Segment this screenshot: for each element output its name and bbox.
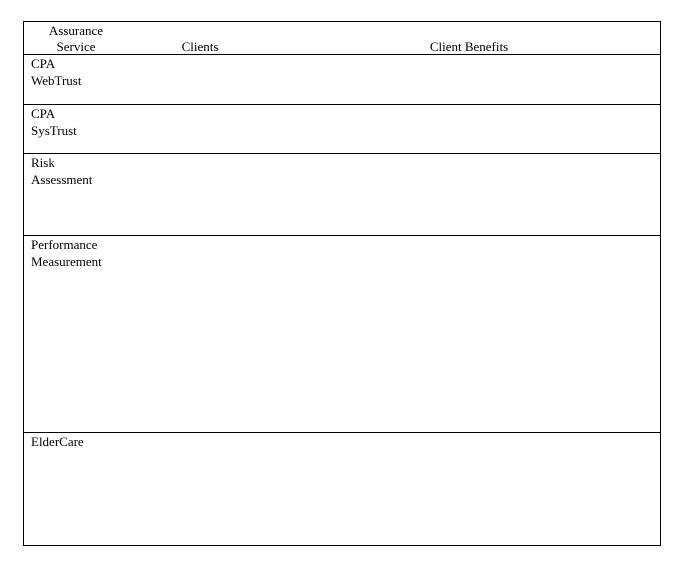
table-row-performance-measurement xyxy=(24,236,660,433)
table-row-risk-assessment xyxy=(24,154,660,236)
table-row-webtrust xyxy=(24,55,660,105)
header-clients: Clients xyxy=(181,39,219,54)
service-label: Performance Measurement xyxy=(31,237,102,269)
service-label: Risk Assessment xyxy=(31,155,93,187)
header-assurance-service: Assurance Service xyxy=(48,23,104,54)
table-header-row xyxy=(24,22,660,55)
service-label: CPA WebTrust xyxy=(31,56,82,88)
table-row-systrust xyxy=(24,105,660,154)
assurance-services-table xyxy=(23,21,661,546)
table-row-eldercare xyxy=(24,433,660,545)
service-label: ElderCare xyxy=(31,434,84,449)
service-label: CPA SysTrust xyxy=(31,106,77,138)
header-client-benefits: Client Benefits xyxy=(429,39,509,54)
